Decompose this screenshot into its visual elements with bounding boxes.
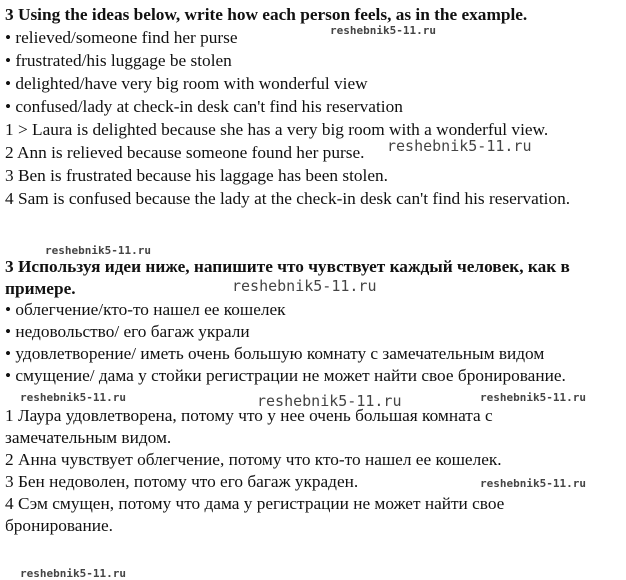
english-idea-1: • relieved/someone find her purse — [5, 28, 238, 47]
russian-answer-1: 1 Лаура удовлетворена, потому что у нее очень большая комната с — [5, 406, 493, 425]
watermark: reshebnik5-11.ru — [20, 567, 126, 580]
watermark: reshebnik5-11.ru — [330, 24, 436, 37]
english-idea-2: • frustrated/his luggage be stolen — [5, 51, 232, 70]
russian-answer-3: 3 Бен недоволен, потому что его багаж украден. — [5, 472, 359, 491]
english-idea-3: • delighted/have very big room with wonderful view — [5, 74, 368, 93]
english-idea-4: • confused/lady at check-in desk can't find his reservation — [5, 97, 403, 116]
russian-heading-line-1: 3 Используя идеи ниже, напишите что чувствует каждый человек, как в — [5, 257, 570, 276]
watermark: reshebnik5-11.ru — [232, 277, 377, 295]
watermark: reshebnik5-11.ru — [480, 391, 586, 404]
english-answer-3: 3 Ben is frustrated because his laggage has been stolen. — [5, 166, 388, 185]
watermark: reshebnik5-11.ru — [480, 477, 586, 490]
english-answer-1: 1 > Laura is delighted because she has a very big room with a wonderful view. — [5, 120, 549, 139]
russian-idea-4: • смущение/ дама у стойки регистрации не может найти свое бронирование. — [5, 366, 566, 385]
russian-idea-1: • облегчение/кто-то нашел ее кошелек — [5, 300, 286, 319]
russian-idea-2: • недовольство/ его багаж украли — [5, 322, 250, 341]
russian-answer-4: 4 Сэм смущен, потому что дама у регистрации не может найти свое — [5, 494, 505, 513]
english-heading: 3 Using the ideas below, write how each person feels, as in the example. — [5, 5, 528, 24]
watermark: reshebnik5-11.ru — [20, 391, 126, 404]
watermark: reshebnik5-11.ru — [45, 244, 151, 257]
russian-heading-line-2: примере. — [5, 279, 76, 298]
russian-answer-4-cont: бронирование. — [5, 516, 113, 535]
russian-answer-1-cont: замечательным видом. — [5, 428, 172, 447]
russian-answer-2: 2 Анна чувствует облегчение, потому что кто-то нашел ее кошелек. — [5, 450, 502, 469]
watermark: reshebnik5-11.ru — [257, 392, 402, 410]
russian-idea-3: • удовлетворение/ иметь очень большую комнату с замечательным видом — [5, 344, 545, 363]
english-answer-2: 2 Ann is relieved because someone found her purse. — [5, 143, 365, 162]
watermark: reshebnik5-11.ru — [387, 137, 532, 155]
english-answer-4: 4 Sam is confused because the lady at the check-in desk can't find his reservation. — [5, 189, 571, 208]
